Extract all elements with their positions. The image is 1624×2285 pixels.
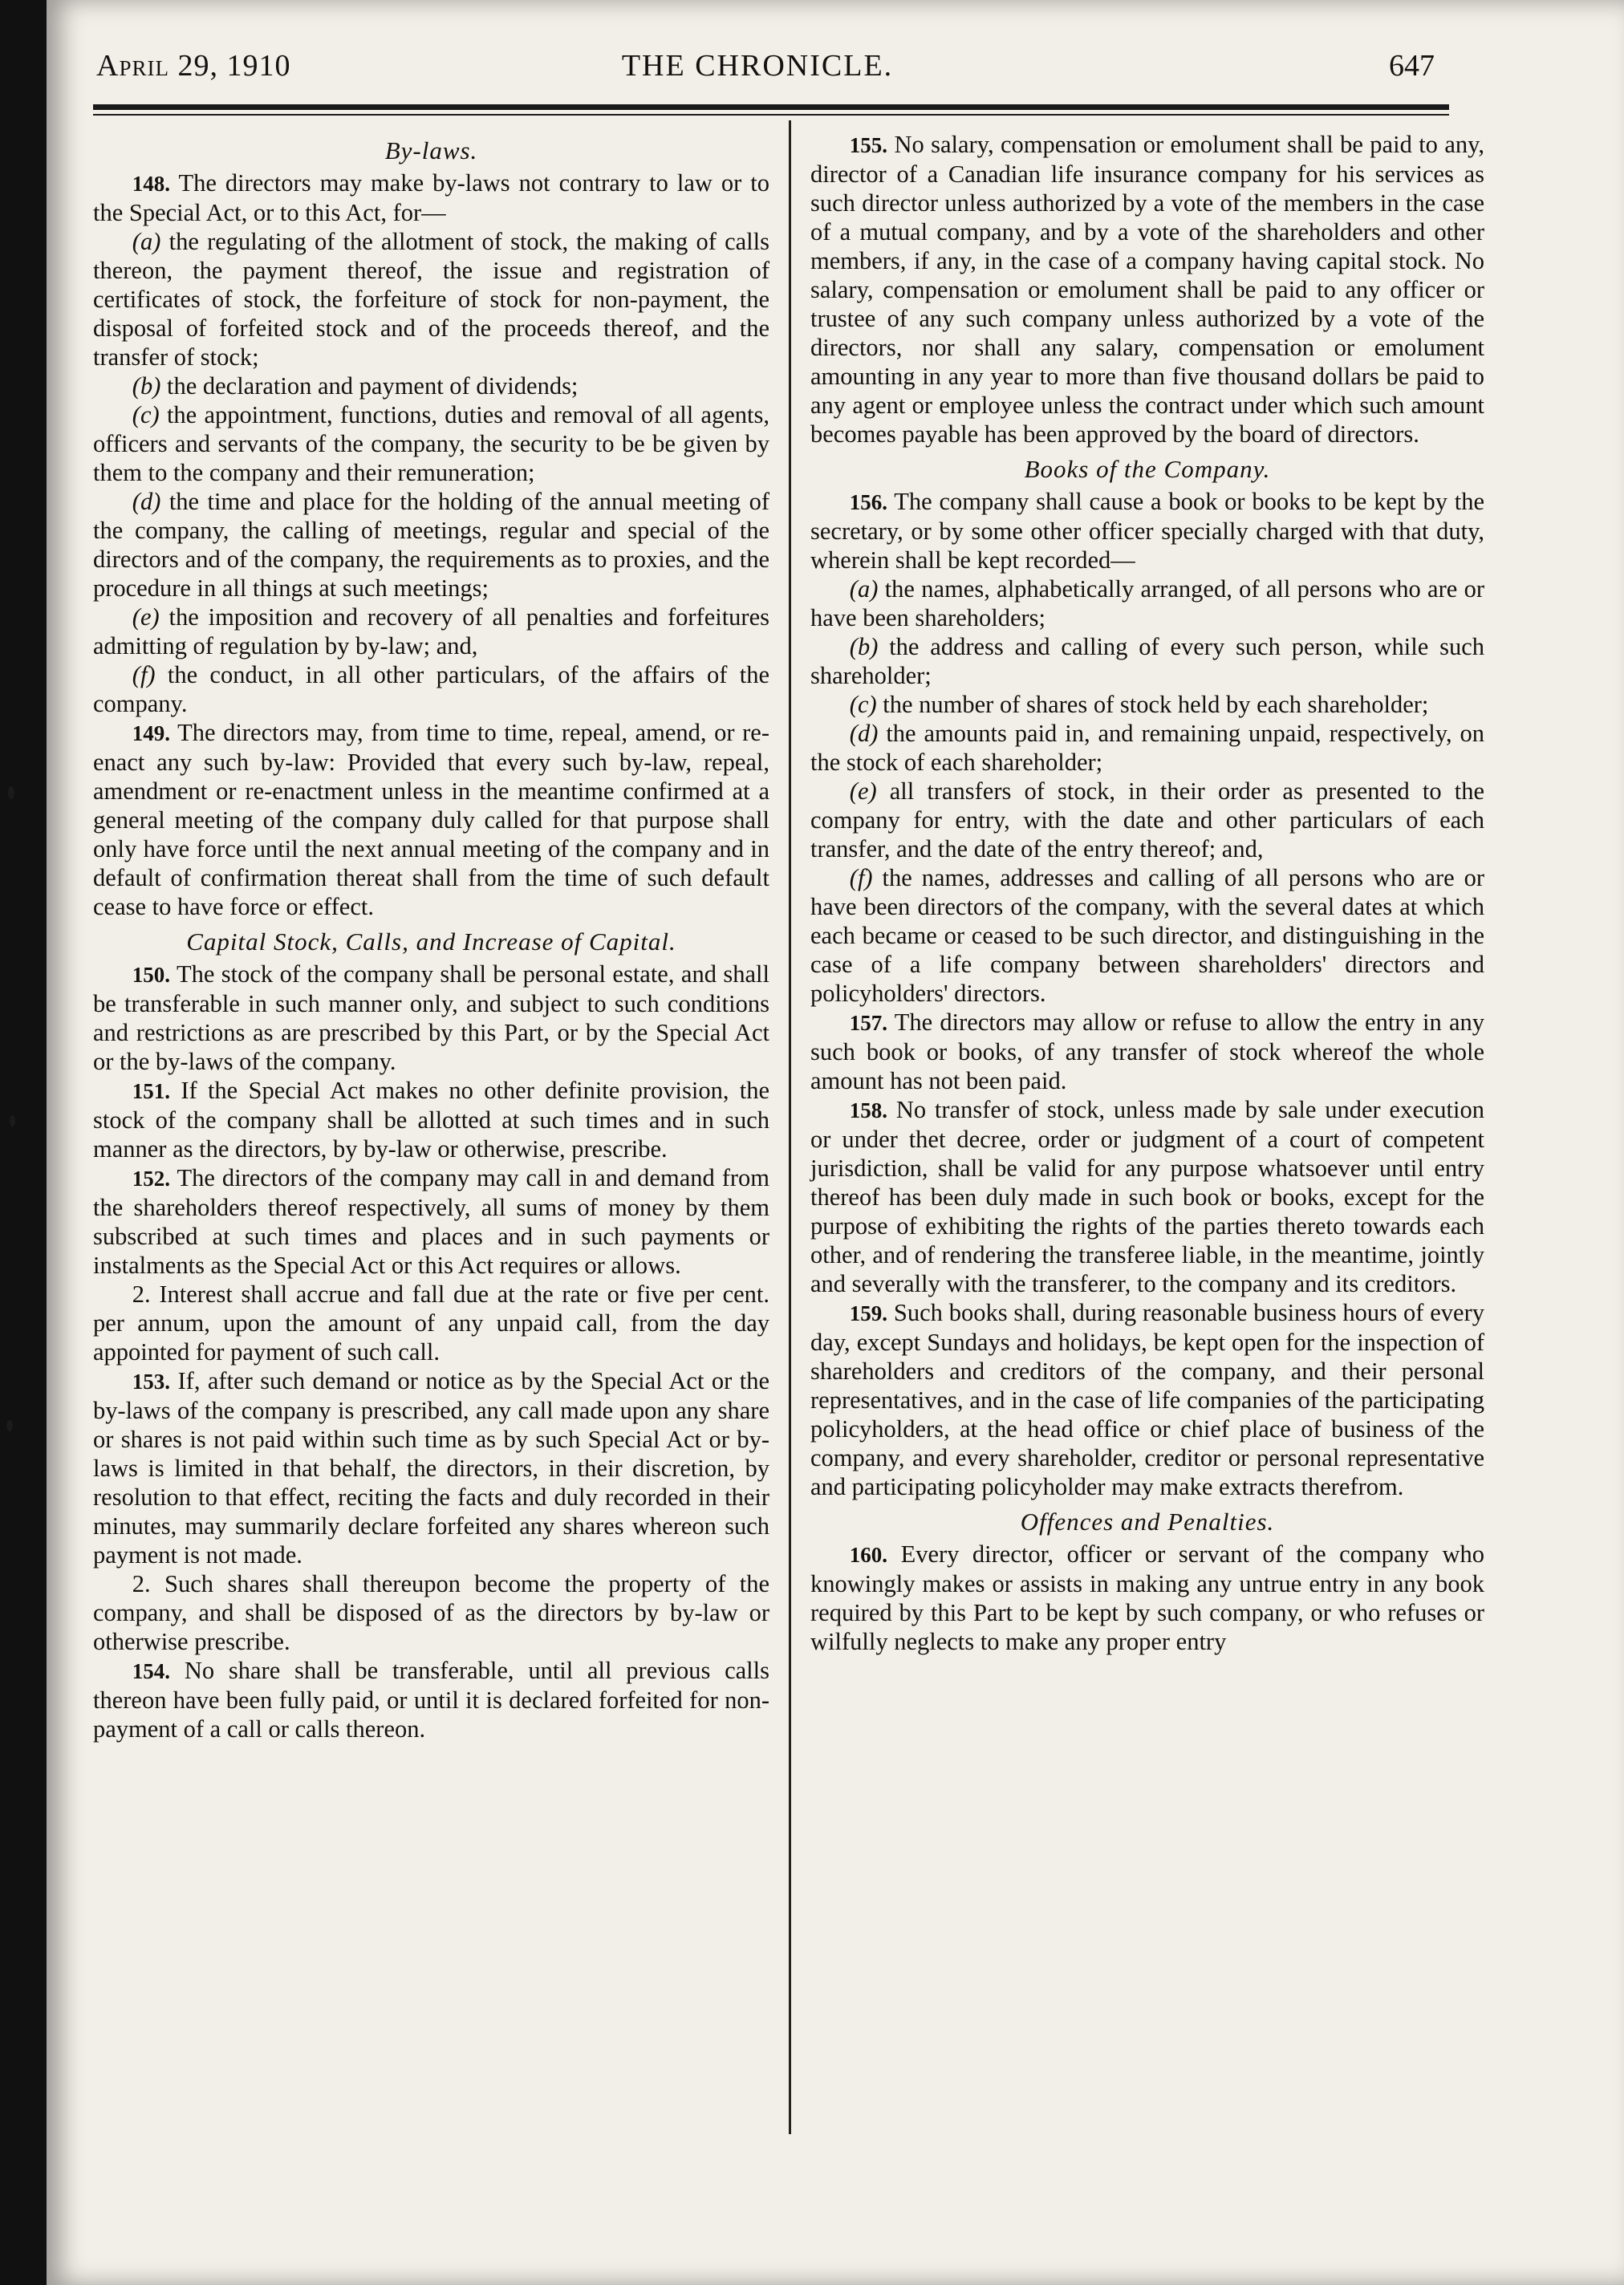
section-paragraph	[93, 168, 769, 227]
section-number: 153.	[132, 1370, 171, 1394]
paragraph-text: the names, alphabetically arranged, of all persons who are or have been shareholders;	[810, 575, 1484, 631]
clause-item	[93, 660, 769, 718]
clause-label: (c)	[849, 691, 877, 718]
paragraph-text: the address and calling of every such person, while such shareholder;	[810, 633, 1485, 689]
clause-item	[810, 719, 1484, 777]
section-number: 152.	[132, 1167, 171, 1191]
paragraph-text: the amounts paid in, and remaining unpaid, respectively, on the stock of each shareholder;	[810, 720, 1485, 776]
section-number: 160.	[849, 1543, 888, 1567]
header-rule-thin	[93, 114, 1449, 116]
section-paragraph	[810, 487, 1484, 574]
paragraph-text: No transfer of stock, unless made by sale under execution or under thet decree, order or judgment of a court of competent jurisdiction, shall be valid for any purpose whatsoever until entry thereof has been duly made in such book or books, except for the purpose of exhibiting the rights of the parties thereto towards each other, and of rendering the transferee liable, in the meantime, jointly and severally with the transferer, to the company and its creditors.	[810, 1096, 1484, 1297]
paragraph-text: the appointment, functions, duties and removal of all agents, officers and servants of the company, the security to be be given by them to the company and their remuneration;	[93, 401, 770, 486]
paragraph-text: The directors may, from time to time, repeal, amend, or re-enact any such by-law: Provided that every such by-law, repeal, amendment or re-enactment unless in the meantime confirmed at a general meeting of the company duly called for that purpose shall only have force until the next annual meeting of the company and in default of confirmation thereat shall from the time of such default cease to have force or effect.	[93, 719, 769, 920]
paragraph-text: the declaration and payment of dividends;	[167, 372, 579, 400]
section-number: 158.	[849, 1098, 888, 1122]
paragraph-text: If, after such demand or notice as by the Special Act or the by-laws of the company is prescribed, any call made upon any share or shares is not paid within such time as by such Special Act or by-laws is limited in that behalf, the directors, in their discretion, by resolution to that effect, reciting the facts and duly recorded in their minutes, may summarily declare forfeited any shares whereon such payment is not made.	[93, 1367, 769, 1569]
clause-label: (a)	[132, 228, 161, 255]
section-paragraph	[810, 1540, 1484, 1656]
section-number: 157.	[849, 1011, 888, 1035]
clause-label: (e)	[132, 603, 160, 631]
clause-label: (b)	[132, 372, 161, 400]
header-page-number: 647	[1389, 49, 1435, 83]
scan-speck	[8, 786, 14, 799]
header-date: April 29, 1910	[96, 49, 291, 83]
paragraph-text: the names, addresses and calling of all persons who are or have been directors of the company, with the several dates at which each became or ceased to be such director, and distinguishing in the case of a life company between shareholders' directors and policyholders' directors.	[810, 864, 1484, 1007]
clause-label: (e)	[849, 777, 877, 805]
paragraph-text: No share shall be transferable, until all previous calls thereon have been fully paid, or until it is declared forfeited for non-payment of a call or calls thereon.	[93, 1657, 769, 1743]
paragraph-text: all transfers of stock, in their order as presented to the company for entry, with the date and other particulars of each transfer, and the date of the entry thereof; and,	[810, 777, 1484, 862]
paragraph-text: The company shall cause a book or books to be kept by the secretary, or by some other officer specially charged with that duty, wherein shall be kept recorded—	[810, 488, 1484, 574]
section-paragraph	[93, 1163, 769, 1280]
clause-item	[93, 603, 769, 660]
left-column	[93, 130, 769, 1743]
paragraph-text: If the Special Act makes no other definite provision, the stock of the company shall be allotted at such times and in such manner as the directors, by by-law or otherwise, prescribe.	[93, 1077, 769, 1163]
section-paragraph	[810, 1008, 1484, 1095]
paragraph-text: 2. Interest shall accrue and fall due at the rate or five per cent. per annum, upon the amount of any unpaid call, from the day appointed for payment of such call.	[93, 1280, 769, 1366]
section-paragraph	[810, 1298, 1484, 1501]
section-number: 148.	[132, 172, 171, 196]
scan-speck	[6, 1420, 13, 1431]
paragraph-text: 2. Such shares shall thereupon become the property of the company, and shall be disposed of as the directors by by-law or otherwise prescribe.	[93, 1570, 769, 1655]
clause-item	[810, 632, 1484, 690]
clause-item	[93, 400, 769, 487]
section-number: 151.	[132, 1079, 171, 1103]
clause-item	[810, 777, 1484, 863]
header-rule-thick	[93, 104, 1449, 110]
section-paragraph	[810, 1095, 1484, 1298]
paragraph-text: the imposition and recovery of all penalties and forfeitures admitting of regulation by by-law; and,	[93, 603, 769, 660]
section-number: 150.	[132, 963, 171, 987]
paragraph-text: The directors of the company may call in and demand from the shareholders thereof respectively, all sums of money by them subscribed at such times and places and in such payments or instalments as the Special Act or this Act requires or allows.	[93, 1164, 769, 1279]
paragraph-text: Such books shall, during reasonable business hours of every day, except Sundays and holidays, be kept open for the inspection of shareholders and creditors of the company, and their personal representatives, and in the case of life companies of the participating policyholders, at the head office or chief place of business of the company, and every shareholder, creditor or personal representative and participating policyholder may make extracts therefrom.	[810, 1299, 1484, 1500]
page-header	[96, 48, 1435, 88]
section-paragraph	[93, 1280, 769, 1366]
header-title: THE CHRONICLE.	[621, 49, 894, 83]
section-number: 159.	[849, 1301, 888, 1325]
clause-label: (d)	[849, 720, 879, 747]
clause-label: (d)	[132, 488, 161, 515]
clause-item	[93, 371, 769, 400]
paragraph-text: Every director, officer or servant of the company who knowingly makes or assists in making any untrue entry in any book required by this Part to be kept by such company, or who refuses or wilfully neglects to make any proper entry	[810, 1540, 1485, 1655]
section-number: 154.	[132, 1659, 171, 1683]
document-page	[47, 0, 1624, 2285]
paragraph-text: the number of shares of stock held by each shareholder;	[883, 691, 1429, 718]
clause-item	[810, 863, 1484, 1008]
section-paragraph	[93, 1366, 769, 1569]
clause-label: (a)	[849, 575, 879, 603]
paragraph-text: The stock of the company shall be personal estate, and shall be transferable in such manner only, and subject to such conditions and restrictions as are prescribed by this Part, or by the Special Act or the by-laws of the company.	[93, 960, 769, 1075]
paragraph-text: the time and place for the holding of the annual meeting of the company, the calling of meetings, regular and special of the directors and of the company, the requirements as to proxies, and the procedure in all things at such meetings;	[93, 488, 769, 602]
clause-label: (c)	[132, 401, 160, 428]
section-number: 156.	[849, 490, 888, 514]
section-paragraph	[810, 130, 1484, 448]
paragraph-text: The directors may make by-laws not contrary to law or to the Special Act, or to this Act, for—	[93, 169, 769, 226]
section-paragraph	[93, 1569, 769, 1656]
paragraph-text: No salary, compensation or emolument shall be paid to any, director of a Canadian life insurance company for his services as such director unless authorized by a vote of the members in the case of a mutual company, and by a vote of the shareholders and other members, if any, in the case of a company having capital stock. No salary, compensation or emolument shall be paid to any officer or trustee of any such company unless authorized by a vote of the directors, nor shall any salary, compensation or emolument amounting in any year to more than five thousand dollars be paid to any agent or employee unless the contract under which such amount becomes payable has been approved by the board of directors.	[810, 131, 1484, 448]
column-divider	[789, 120, 791, 2134]
clause-item	[93, 487, 769, 603]
clause-label: (f)	[132, 661, 156, 688]
section-number: 155.	[849, 133, 888, 157]
clause-item	[93, 227, 769, 371]
section-heading: By-laws.	[384, 136, 478, 164]
section-heading: Books of the Company.	[1024, 455, 1271, 483]
right-column	[810, 130, 1484, 1656]
paragraph-text: the regulating of the allotment of stock, the making of calls thereon, the payment thereof, the issue and registration of certificates of stock, the forfeiture of stock for non-payment, the disposal of forfeited stock and of the proceeds thereof, and the transfer of stock;	[93, 228, 770, 371]
clause-label: (f)	[849, 864, 873, 891]
scan-speck	[10, 1115, 15, 1126]
section-number: 149.	[132, 721, 171, 745]
clause-label: (b)	[849, 633, 879, 660]
clause-item	[810, 690, 1484, 719]
paragraph-text: the conduct, in all other particulars, of the affairs of the company.	[93, 661, 769, 717]
section-paragraph	[93, 718, 769, 921]
section-paragraph	[93, 960, 769, 1076]
section-paragraph	[93, 1656, 769, 1743]
paragraph-text: The directors may allow or refuse to allow the entry in any such book or books, of any transfer of stock whereof the whole amount has not been paid.	[810, 1009, 1484, 1094]
section-heading: Capital Stock, Calls, and Increase of Capital.	[186, 927, 676, 956]
clause-item	[810, 574, 1484, 632]
section-paragraph	[93, 1076, 769, 1163]
section-heading: Offences and Penalties.	[1020, 1508, 1275, 1536]
